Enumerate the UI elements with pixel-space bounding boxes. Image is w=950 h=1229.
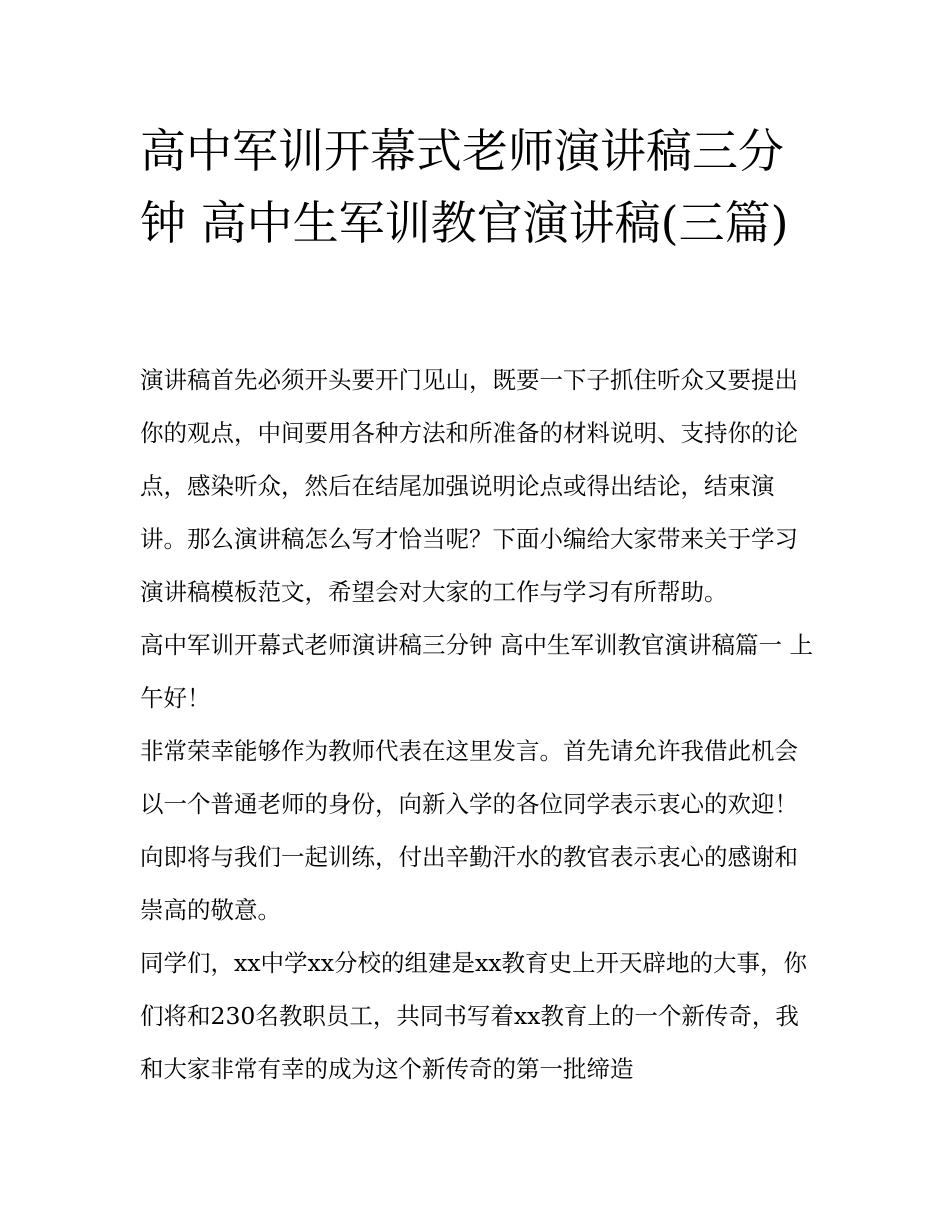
paragraph-section-heading: 高中军训开幕式老师演讲稿三分钟 高中生军训教官演讲稿篇一 上午好！: [140, 631, 813, 712]
document-body: [140, 354, 816, 1096]
paragraph-intro: 演讲稿首先必须开头要开门见山，既要一下子抓住听众又要提出你的观点，中间要用各种方法和所准备的材料说明、支持你的论点，感染听众，然后在结尾加强说明论点或得出结论，结束演讲。那么演讲稿怎么写才恰当呢？下面小编给大家带来关于学习演讲稿模板范文，希望会对大家的工作与学习有所帮助。: [140, 366, 798, 606]
paragraph-greeting: 非常荣幸能够作为教师代表在这里发言。首先请允许我借此机会以一个普通老师的身份，向新入学的各位同学表示衷心的欢迎！向即将与我们一起训练，付出辛勤汗水的教官表示衷心的感谢和崇高的敬意。: [140, 737, 798, 924]
document-title: 高中军训开幕式老师演讲稿三分钟 高中生军训教官演讲稿(三篇): [140, 124, 789, 250]
paragraph-school: 同学们，xx中学xx分校的组建是xx教育史上开天辟地的大事，你们将和230名教职员工，共同书写着xx教育上的一个新传奇，我和大家非常有幸的成为这个新传奇的第一批缔造: [140, 949, 808, 1083]
